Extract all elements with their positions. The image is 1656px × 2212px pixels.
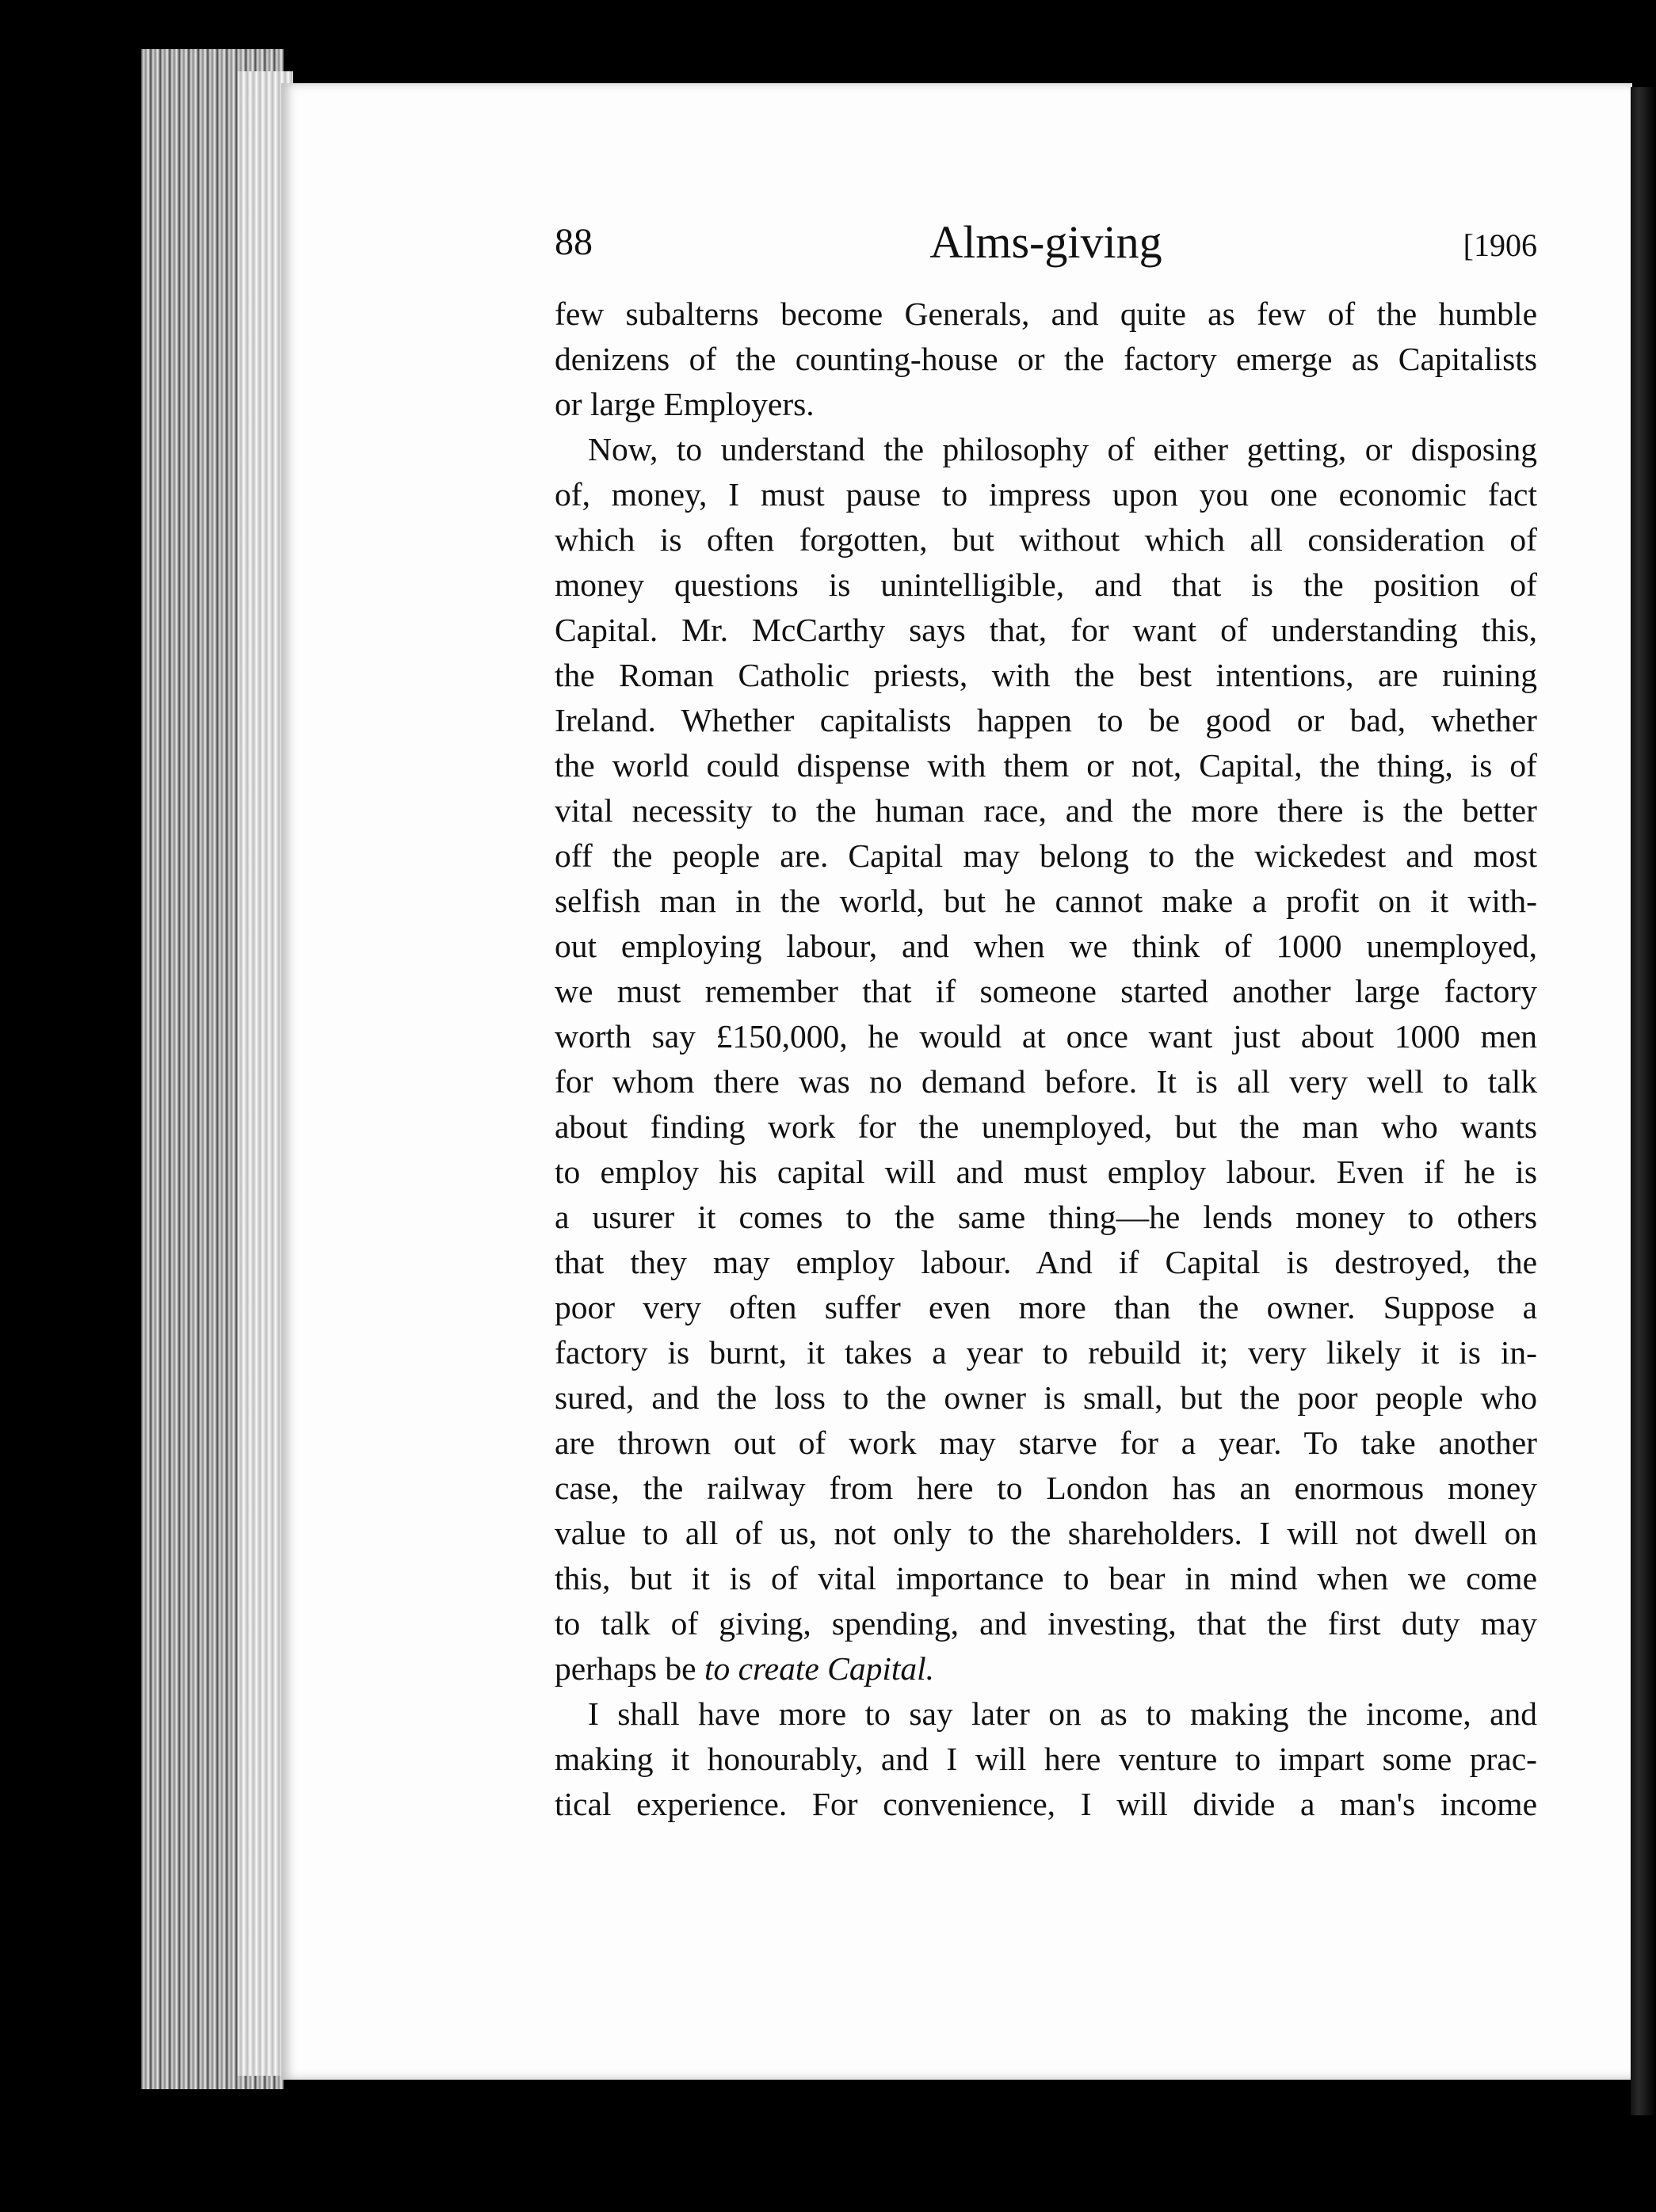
text-span: perhaps be — [555, 1650, 704, 1687]
text-line: making it honourably, and I will here venture to impart some prac- — [555, 1741, 1537, 1777]
right-page-shadow — [1631, 87, 1656, 2115]
text-line: that they may employ labour. And if Capital is destroyed, the — [555, 1244, 1537, 1280]
text-line: few subalterns become Generals, and quite as few of the humble — [555, 296, 1537, 332]
text-line: we must remember that if someone started another large factory — [555, 973, 1537, 1009]
text-line: or large Employers. — [555, 386, 815, 422]
text-line: case, the railway from here to London has an enormous money — [555, 1470, 1537, 1506]
text-line: the world could dispense with them or not, Capital, the thing, is of — [555, 747, 1537, 784]
text-line: I shall have more to say later on as to making the income, and — [588, 1695, 1537, 1732]
text-line: vital necessity to the human race, and the more there is the better — [555, 792, 1537, 829]
page-header — [555, 216, 1537, 284]
text-line: worth say £150,000, he would at once want just about 1000 men — [555, 1018, 1537, 1055]
text-line: out employing labour, and when we think of 1000 unemployed, — [555, 928, 1537, 964]
text-line: are thrown out of work may starve for a year. To take another — [555, 1424, 1537, 1461]
text-line: Capital. Mr. McCarthy says that, for want of understanding this, — [555, 612, 1537, 648]
text-line: to employ his capital will and must employ labour. Even if he is — [555, 1154, 1537, 1190]
text-line: the Roman Catholic priests, with the best intentions, are ruining — [555, 657, 1537, 693]
year-mark: [1906 — [1463, 227, 1537, 263]
text-line: about finding work for the unemployed, but the man who wants — [555, 1108, 1537, 1145]
text-line: money questions is unintelligible, and that is the position of — [555, 566, 1537, 603]
text-line: this, but it is of vital importance to bear in mind when we come — [555, 1560, 1537, 1596]
text-line: denizens of the counting-house or the factory emerge as Capitalists — [555, 341, 1537, 377]
text-line: to talk of giving, spending, and investing, that the first duty may — [555, 1605, 1537, 1642]
text-line: tical experience. For convenience, I will divide a man's income — [555, 1786, 1537, 1822]
text-line: a usurer it comes to the same thing—he lends money to others — [555, 1199, 1537, 1235]
text-line: of, money, I must pause to impress upon you one economic fact — [555, 476, 1537, 513]
running-title: Alms-giving — [929, 216, 1162, 268]
text-line: factory is burnt, it takes a year to rebuild it; very likely it is in- — [555, 1334, 1537, 1371]
body-text — [555, 292, 1537, 1827]
emphasis-text: to create Capital. — [704, 1650, 935, 1687]
text-line: sured, and the loss to the owner is small, but the poor people who — [555, 1379, 1537, 1416]
text-line: which is often forgotten, but without which all consideration of — [555, 521, 1537, 558]
text-line: poor very often suffer even more than the owner. Suppose a — [555, 1289, 1537, 1325]
text-line: value to all of us, not only to the shareholders. I will not dwell on — [555, 1515, 1537, 1551]
text-line: Now, to understand the philosophy of either getting, or disposing — [588, 431, 1537, 467]
text-line: for whom there was no demand before. It is all very well to talk — [555, 1063, 1537, 1100]
text-line: selfish man in the world, but he cannot make a profit on it with- — [555, 883, 1537, 919]
text-line — [555, 1646, 1537, 1691]
page-number: 88 — [555, 221, 593, 263]
text-line: Ireland. Whether capitalists happen to be good or bad, whether — [555, 702, 1537, 738]
text-line: off the people are. Capital may belong to the wickedest and most — [555, 837, 1537, 874]
